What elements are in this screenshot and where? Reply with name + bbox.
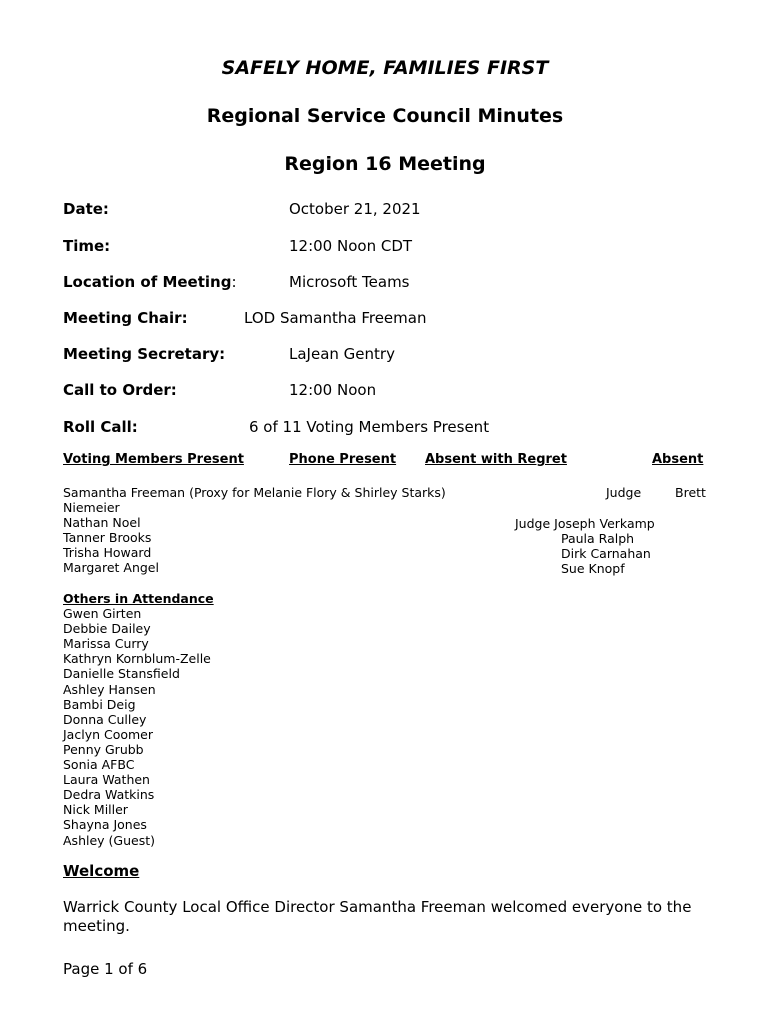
- welcome-heading: Welcome: [63, 862, 140, 880]
- location-label-row: [63, 273, 237, 291]
- header-phone-present: Phone Present: [289, 452, 397, 467]
- attendee: Debbie Dailey: [63, 621, 151, 637]
- attendee: Kathryn Kornblum-Zelle: [63, 651, 211, 667]
- attendee: Marissa Curry: [63, 636, 149, 652]
- location-label: Location of Meeting: [63, 273, 232, 291]
- attendee: Nick Miller: [63, 802, 128, 818]
- attendee: Donna Culley: [63, 711, 147, 727]
- voting-member: Margaret Angel: [63, 560, 159, 576]
- voting-member: Tanner Brooks: [63, 530, 152, 546]
- chair-value: LOD Samantha Freeman: [244, 309, 427, 327]
- regret-judge-word: Judge: [606, 485, 642, 500]
- call-to-order-value: 12:00 Noon: [289, 381, 377, 399]
- header-absent: Absent: [652, 452, 704, 467]
- location-value: Microsoft Teams: [289, 273, 410, 291]
- attendee: Ashley Hansen: [63, 681, 156, 697]
- chair-label: Meeting Chair:: [63, 309, 188, 327]
- meeting-title: Region 16 Meeting: [284, 153, 486, 175]
- roll-call-value: 6 of 11 Voting Members Present: [249, 418, 490, 436]
- attendee: Laura Wathen: [63, 772, 150, 788]
- regret-member: Paula Ralph: [561, 531, 635, 546]
- attendee: Penny Grubb: [63, 741, 144, 757]
- attendee: Bambi Deig: [63, 696, 136, 712]
- others-heading: Others in Attendance: [63, 591, 214, 606]
- page-number: Page 1 of 6: [63, 960, 148, 978]
- voting-member: Trisha Howard: [63, 545, 152, 561]
- attendee: Dedra Watkins: [63, 787, 155, 803]
- attendee: Ashley (Guest): [63, 832, 155, 848]
- absent-brett: Brett: [675, 485, 706, 500]
- secretary-value: LaJean Gentry: [289, 345, 395, 363]
- regret-member: Judge Joseph Verkamp: [515, 516, 655, 531]
- welcome-paragraph: Warrick County Local Office Director Samantha Freeman welcomed everyone to the meeting.: [63, 898, 692, 935]
- voting-member: Nathan Noel: [63, 515, 141, 531]
- attendee: Gwen Girten: [63, 606, 142, 622]
- attendee: Jaclyn Coomer: [63, 726, 154, 742]
- date-value: October 21, 2021: [289, 200, 421, 218]
- time-value: 12:00 Noon CDT: [289, 237, 413, 255]
- secretary-label: Meeting Secretary:: [63, 345, 226, 363]
- location-colon: :: [231, 273, 237, 291]
- voting-members-list: [63, 500, 159, 575]
- header-voting-members: Voting Members Present: [63, 452, 244, 467]
- attendee: Shayna Jones: [63, 817, 147, 833]
- voting-member: Niemeier: [63, 500, 120, 515]
- regret-member: Dirk Carnahan: [561, 546, 651, 561]
- document-title: Regional Service Council Minutes: [206, 105, 564, 127]
- roll-call-label: Roll Call:: [63, 418, 138, 436]
- org-title: SAFELY HOME, FAMILIES FIRST: [221, 57, 549, 79]
- voting-member-first: Samantha Freeman (Proxy for Melanie Flory & Shirley Starks): [63, 485, 446, 500]
- call-to-order-label: Call to Order:: [63, 381, 177, 399]
- time-label: Time:: [63, 237, 111, 255]
- attendee: Danielle Stansfield: [63, 666, 180, 682]
- header-absent-with-regret: Absent with Regret: [425, 452, 567, 467]
- attendee: Sonia AFBC: [63, 757, 135, 773]
- date-label: Date:: [63, 200, 109, 218]
- regret-member: Sue Knopf: [561, 561, 625, 576]
- others-in-attendance: [63, 591, 214, 848]
